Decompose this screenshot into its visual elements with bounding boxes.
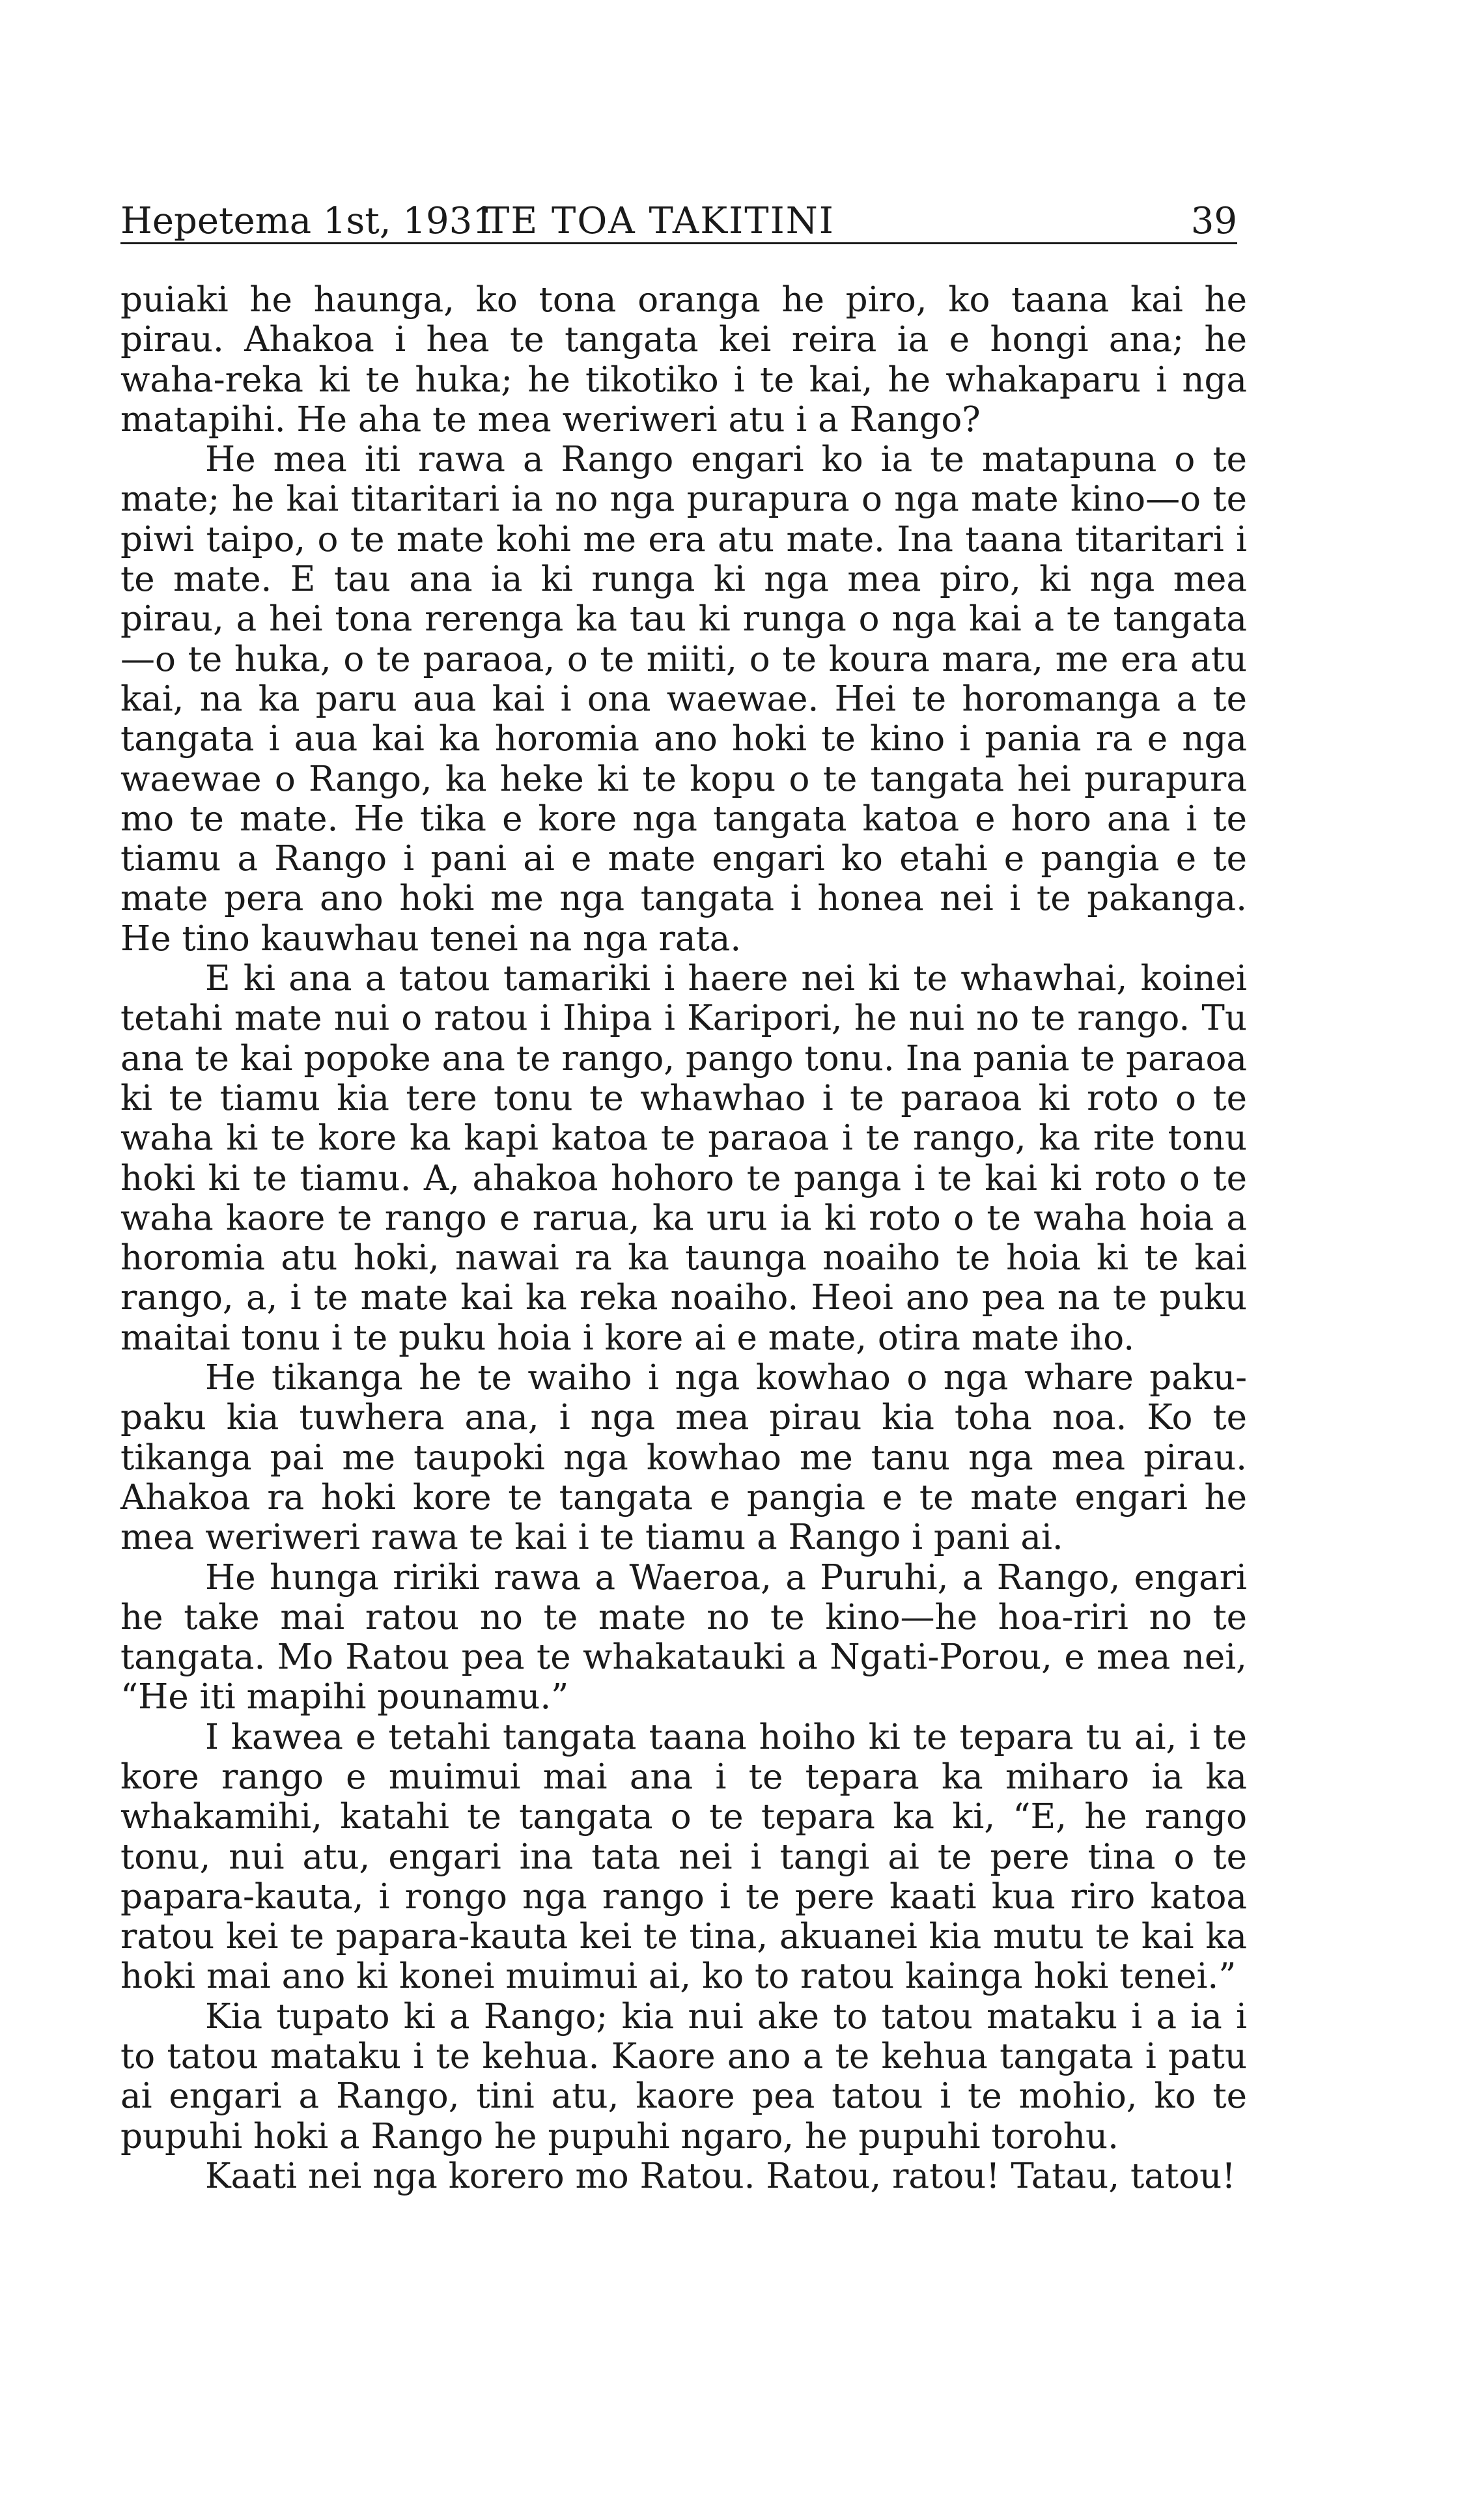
- header-rule: [120, 242, 1237, 244]
- paragraph: Kaati nei nga korero mo Ratou. Ratou, ratou! Tatau, tatou!: [205, 2156, 1236, 2196]
- header-title: TE TOA TAKITINI: [485, 200, 835, 242]
- paragraph: He mea iti rawa a Rango engari ko ia te matapuna o te mate; he kai titaritari ia no nga purapura o nga mate kino—o te piwi taipo, o te mate kohi me era atu mate. Ina taana titaritari i te mate. E tau ana ia ki runga ki nga mea piro, ki nga mea pirau, a hei tona rerenga ka tau ki runga o nga kai a te tangata—o te huka, o te paraoa, o te miiti, o te koura mara, me era atu kai, na ka paru aua kai i ona waewae. Hei te horomanga a te tangata i aua kai ka horomia ano hoki te kino i pania ra e nga waewae o Rango, ka heke ki te kopu o te tangata hei purapura mo te mate. He tika e kore nga tangata katoa e horo ana i te tiamu a Rango i pani ai e mate engari ko etahi e pangia e te mate pera ano hoki me nga tangata i honea nei i te pakanga. He tino kauwhau tenei na nga rata.: [120, 440, 1247, 959]
- header-date: Hepetema 1st, 1931: [120, 200, 496, 242]
- paragraph: He tikanga he te waiho i nga kowhao o nga whare paku-paku kia tuwhera ana, i nga mea pirau kia toha noa. Ko te tikanga pai me taupoki nga kowhao me tanu nga mea pirau. Ahakoa ra hoki kore te tangata e pangia e te mate engari he mea weriweri rawa te kai i te tiamu a Rango i pani ai.: [120, 1358, 1247, 1558]
- paragraph: I kawea e tetahi tangata taana hoiho ki te tepara tu ai, i te kore rango e muimui mai ana i te tepara ka miharo ia ka whakamihi, katahi te tangata o te tepara ka ki, “E, he rango tonu, nui atu, engari ina tata nei i tangi ai te pere tina o te papara-kauta, i rongo nga rango i te pere kaati kua riro katoa ratou kei te papara-kauta kei te tina, akuanei kia mutu te kai ka hoki mai ano ki konei muimui ai, ko to ratou kainga hoki tenei.”: [120, 1717, 1247, 1997]
- paragraph: puiaki he haunga, ko tona oranga he piro, ko taana kai he pirau. Ahakoa i hea te tangata kei reira ia e hongi ana; he waha-reka ki te huka; he tikotiko i te kai, he whakaparu i nga matapihi. He aha te mea weriweri atu i a Rango?: [120, 280, 1247, 440]
- paragraph: He hunga ririki rawa a Waeroa, a Puruhi, a Rango, engari he take mai ratou no te mate no te kino—he hoa-riri no te tangata. Mo Ratou pea te whakatauki a Ngati-Porou, e mea nei, “He iti mapihi pounamu.”: [120, 1557, 1247, 1717]
- page-number: 39: [1190, 200, 1237, 242]
- paragraph: E ki ana a tatou tamariki i haere nei ki te whawhai, koinei tetahi mate nui o ratou i Ihipa i Karipori, he nui no te rango. Tu ana te kai popoke ana te rango, pango tonu. Ina pania te paraoa ki te tiamu kia tere tonu te whawhao i te paraoa ki roto o te waha ki te kore ka kapi katoa te paraoa i te rango, ka rite tonu hoki ki te tiamu. A, ahakoa hohoro te panga i te kai ki roto o te waha kaore te rango e rarua, ka uru ia ki roto o te waha hoia a horomia atu hoki, nawai ra ka taunga noaiho te hoia ki te kai rango, a, i te mate kai ka reka noaiho. Heoi ano pea na te puku maitai tonu i te puku hoia i kore ai e mate, otira mate iho.: [120, 959, 1247, 1358]
- paragraph: Kia tupato ki a Rango; kia nui ake to tatou mataku i a ia i to tatou mataku i te kehua. Kaore ano a te kehua tangata i patu ai engari a Rango, tini atu, kaore pea tatou i te mohio, ko te pupuhi hoki a Rango he pupuhi ngaro, he pupuhi torohu.: [120, 1996, 1247, 2156]
- running-header: [120, 195, 1237, 247]
- article-body: [120, 280, 1247, 2196]
